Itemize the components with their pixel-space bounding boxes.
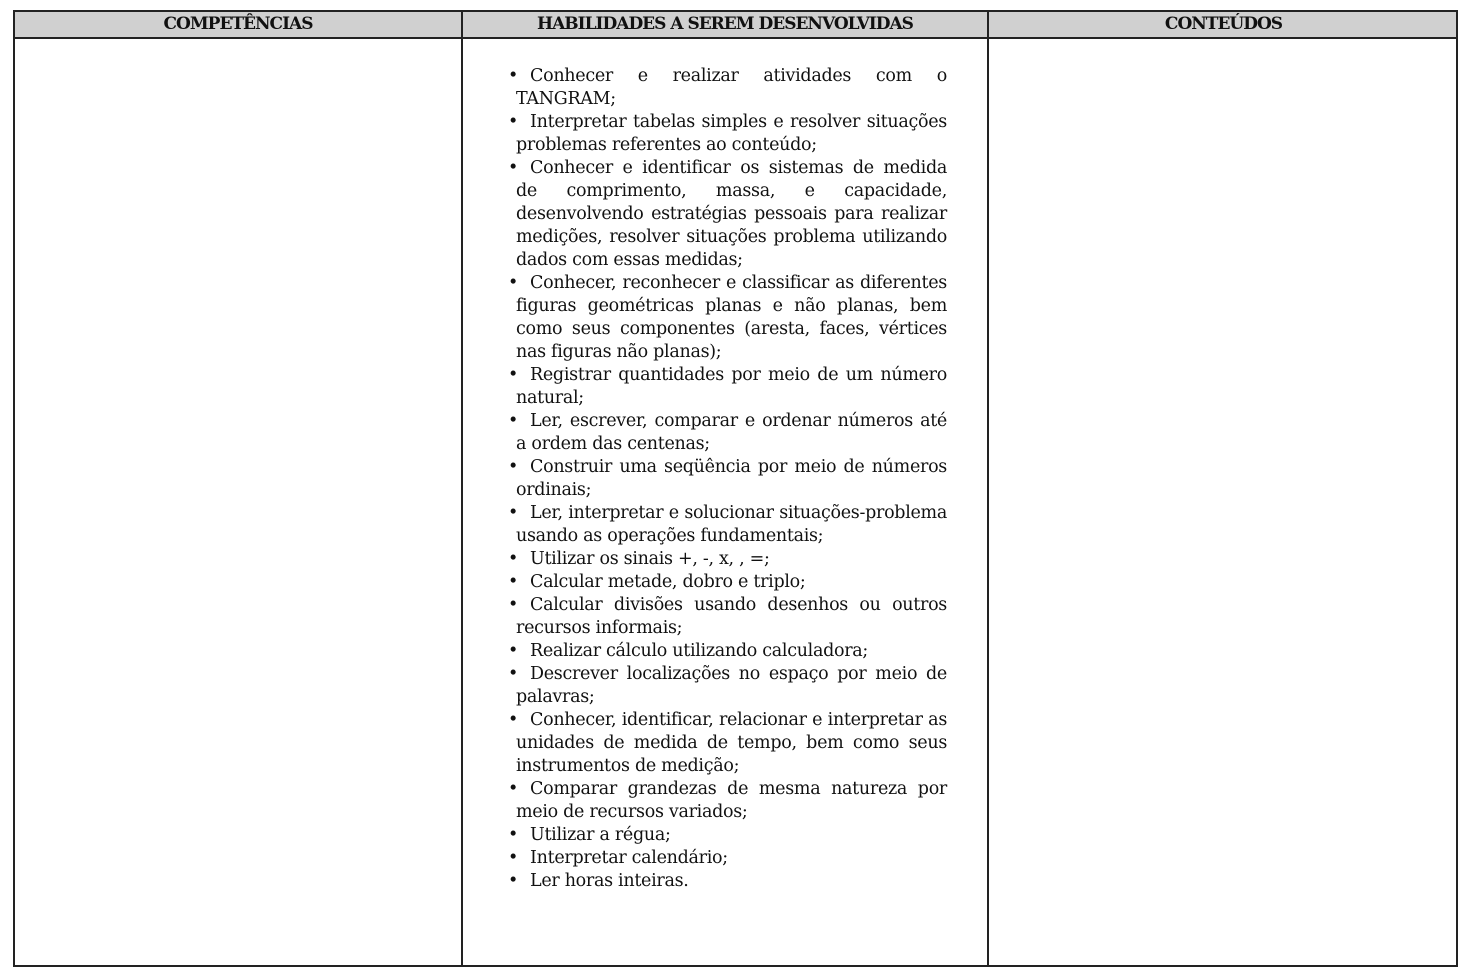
skill-item: [508, 272, 947, 364]
skill-text: Realizar cálculo utilizando calculadora;: [530, 641, 869, 661]
bullet-icon: •: [508, 273, 519, 293]
skill-text: Ler, escrever, comparar e ordenar números até a ordem das centenas;: [516, 411, 947, 454]
skill-item: [508, 410, 947, 456]
skill-text: Ler, interpretar e solucionar situações-problema usando as operações fundamentais;: [516, 503, 947, 546]
skill-text: Conhecer e identificar os sistemas de medida de comprimento, massa, e capacidade, desenvolvendo estratégias pessoais para realizar medições, resolver situações problema utilizando dados com essas medidas;: [516, 158, 947, 270]
skill-item: [508, 456, 947, 502]
bullet-icon: •: [508, 503, 519, 523]
table-header-row: [15, 12, 1456, 39]
skill-item: [508, 571, 947, 594]
skill-item: [508, 548, 947, 571]
skill-item: [508, 502, 947, 548]
header-competencias: COMPETÊNCIAS: [163, 14, 313, 34]
bullet-icon: •: [508, 779, 519, 799]
bullet-icon: •: [508, 871, 519, 891]
header-conteudos: CONTEÚDOS: [1164, 14, 1283, 34]
skill-text: Conhecer e realizar atividades com o TANGRAM;: [516, 66, 947, 109]
skill-text: Utilizar a régua;: [530, 825, 671, 845]
bullet-icon: •: [508, 457, 519, 477]
skill-text: Registrar quantidades por meio de um número natural;: [516, 365, 947, 408]
skill-text: Calcular metade, dobro e triplo;: [530, 572, 806, 592]
skill-item: [508, 824, 947, 847]
skill-item: [508, 640, 947, 663]
curriculum-table: [13, 10, 1458, 967]
skill-item: [508, 364, 947, 410]
skill-item: [508, 870, 947, 893]
bullet-icon: •: [508, 66, 519, 86]
skill-item: [508, 709, 947, 778]
skill-text: Conhecer, identificar, relacionar e interpretar as unidades de medida de tempo, bem como seus instrumentos de medição;: [516, 710, 947, 776]
conteudos-cell: [989, 39, 1458, 965]
skill-text: Calcular divisões usando desenhos ou outros recursos informais;: [516, 595, 947, 638]
skill-item: [508, 65, 947, 111]
skill-text: Interpretar calendário;: [530, 848, 728, 868]
skill-item: [508, 847, 947, 870]
skill-text: Construir uma seqüência por meio de números ordinais;: [516, 457, 947, 500]
skill-text: Comparar grandezas de mesma natureza por meio de recursos variados;: [516, 779, 947, 822]
bullet-icon: •: [508, 112, 519, 132]
skill-item: [508, 111, 947, 157]
skill-item: [508, 157, 947, 272]
skill-item: [508, 663, 947, 709]
bullet-icon: •: [508, 572, 519, 592]
habilidades-cell: [463, 39, 987, 965]
skill-text: Utilizar os sinais +, -, x, , =;: [530, 549, 770, 569]
skill-item: [508, 594, 947, 640]
bullet-icon: •: [508, 710, 519, 730]
bullet-icon: •: [508, 595, 519, 615]
header-habilidades: HABILIDADES A SEREM DESENVOLVIDAS: [537, 14, 913, 34]
bullet-icon: •: [508, 825, 519, 845]
bullet-icon: •: [508, 641, 519, 661]
bullet-icon: •: [508, 158, 519, 178]
skill-item: [508, 778, 947, 824]
bullet-icon: •: [508, 411, 519, 431]
skills-list: [508, 65, 947, 893]
skill-text: Interpretar tabelas simples e resolver situações problemas referentes ao conteúdo;: [516, 112, 947, 155]
skill-text: Ler horas inteiras.: [530, 871, 689, 891]
bullet-icon: •: [508, 549, 519, 569]
skill-text: Conhecer, reconhecer e classificar as diferentes figuras geométricas planas e não planas, bem como seus componentes (aresta, faces, vértices nas figuras não planas);: [516, 273, 947, 362]
bullet-icon: •: [508, 365, 519, 385]
bullet-icon: •: [508, 664, 519, 684]
skill-text: Descrever localizações no espaço por meio de palavras;: [516, 664, 947, 707]
bullet-icon: •: [508, 848, 519, 868]
competencias-cell: [15, 39, 461, 965]
